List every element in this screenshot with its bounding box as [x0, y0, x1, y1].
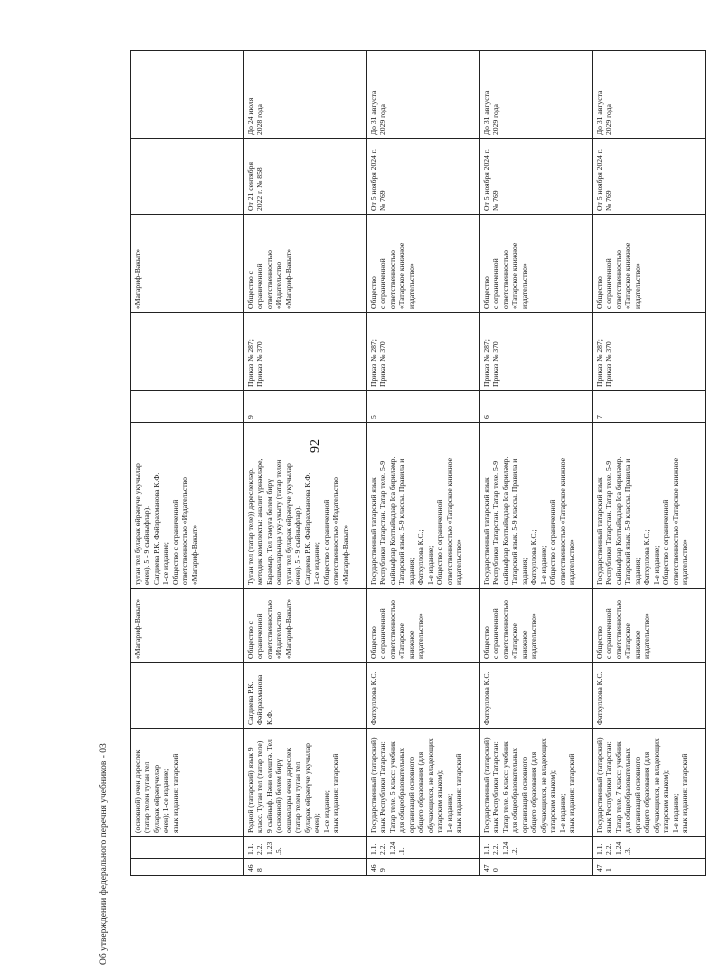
- cell-line: (основной) белем бирү: [274, 758, 284, 833]
- cell-line: организаций основного: [519, 756, 529, 833]
- cell-line: ответственностью «Татарское книжное: [670, 458, 680, 585]
- cell-line: «Магариф-Вакыт»: [133, 248, 142, 309]
- cell-line: Общество с ограниченной: [321, 499, 331, 585]
- page-number: 92: [308, 439, 323, 453]
- cell-line: задания;: [406, 557, 416, 585]
- cell-line: 1-е издание;: [670, 793, 680, 833]
- cell-line: Родной (татарский) язык 9: [246, 747, 255, 833]
- cell-line: «Издательство: [274, 261, 284, 309]
- cell-line: Государственный татарский язык: [482, 477, 491, 585]
- code-cell: 1.1.2.2.1.24.1.: [367, 837, 480, 859]
- cell-line: для общеобразовательных: [623, 747, 633, 833]
- cell-line: өчен). 5 - 9 сыйныфлар).: [142, 505, 152, 585]
- cell-line: татарским языком);: [661, 770, 671, 833]
- cell-line: общего образования (для: [642, 751, 652, 833]
- author-cell: [244, 663, 367, 729]
- cell-line: издательство»: [454, 539, 464, 585]
- order-cell: 6: [480, 391, 593, 423]
- table-row: [244, 51, 367, 876]
- order-cell: 5: [367, 391, 480, 423]
- cell-line: язык издания: татарский: [331, 753, 341, 833]
- cell-line: 1-е издание;: [538, 545, 548, 585]
- publisher-cell: [480, 589, 593, 663]
- cell-line: № 769: [604, 190, 614, 211]
- until-cell: [367, 51, 480, 139]
- cell-line: для общеобразовательных: [510, 747, 520, 833]
- title-cell: [593, 729, 706, 837]
- cell-line: Фатхуллова К.С.;: [529, 529, 539, 585]
- title-cell: [244, 729, 367, 837]
- cell-line: ответственностью «Издательство: [331, 477, 341, 585]
- publisher2-cell: [131, 215, 244, 313]
- publisher-cell: [367, 589, 480, 663]
- cell-line: Государственный (татарский): [369, 737, 378, 833]
- cell-line: ответственностью: [387, 250, 397, 309]
- row-number-cell: [131, 859, 244, 876]
- cell-line: издательство»: [519, 263, 529, 309]
- cell-line: издательство»: [567, 539, 577, 585]
- cell-line: (татар телен туган тел: [142, 761, 152, 833]
- complex-description-cell: [367, 423, 480, 589]
- cell-line: Барамыр. Тел тәмуға белем бирү: [264, 478, 274, 585]
- cell-line: для общеобразовательных: [397, 747, 407, 833]
- cell-line: ограниченной: [255, 613, 265, 659]
- cell-line: ответственностью: [613, 250, 623, 309]
- page-footer: Об утверждении федерального перечня учебников - 03: [99, 743, 109, 965]
- cell-line: ответственностью: [500, 600, 510, 659]
- cell-line: ответственностью «Татарское книжное: [557, 458, 567, 585]
- cell-line: Татар теле. 5 класс: учебник: [387, 741, 397, 833]
- code-cell: [131, 837, 244, 859]
- cell-line: 2028 года: [255, 104, 265, 135]
- cell-line: Общество с ограниченной: [170, 499, 180, 585]
- cell-line: 2029 года: [378, 104, 388, 135]
- cell-line: 9 сыйныф. Нәни өлештә. Тел: [264, 739, 274, 833]
- cell-line: оешмаларында уку-укыту (татар телен: [274, 459, 284, 585]
- cell-line: язык издания: татарский: [454, 753, 464, 833]
- cell-line: Приказ № 370: [378, 341, 388, 387]
- cell-line: Приказ № 287;: [246, 339, 255, 387]
- author-cell: [367, 663, 480, 729]
- cell-line: 1-се издание;: [321, 790, 331, 833]
- cell-line: Сагдиева Р.К.: [246, 681, 255, 725]
- cell-line: Общество: [595, 276, 604, 309]
- cell-line: сыйныфлар Колтыйкдзар Іса бириләмр.: [500, 456, 510, 585]
- cell-line: язык Республики Татарстан:: [378, 741, 388, 833]
- cell-line: с ограниченной: [604, 608, 614, 659]
- cell-line: с ограниченной: [378, 608, 388, 659]
- author-cell: [593, 663, 706, 729]
- cell-line: с ограниченной: [604, 258, 614, 309]
- cell-line: Татарский язык. 5-9 классы. Правила и: [397, 458, 407, 585]
- date-cell: [593, 139, 706, 215]
- cell-line: Республики Татарстан. Татар теле. 5-9: [378, 460, 388, 585]
- cell-line: № 769: [491, 190, 501, 211]
- orders-cell: [244, 313, 367, 391]
- row-number-cell: 469: [367, 859, 480, 876]
- cell-line: К.Ф.: [264, 710, 274, 725]
- cell-line: «Татарское книжное: [510, 242, 520, 309]
- cell-line: Государственный татарский язык: [595, 477, 604, 585]
- cell-line: класс. Туган тел (татар теле): [255, 740, 265, 833]
- table-body: [131, 51, 706, 876]
- cell-line: издательство»: [416, 613, 426, 659]
- cell-line: Общество с ограниченной: [548, 499, 558, 585]
- cell-line: общего образования (для: [416, 751, 426, 833]
- row-number-cell: 468: [244, 859, 367, 876]
- order-cell: [131, 391, 244, 423]
- cell-line: с ограниченной: [491, 258, 501, 309]
- table-row: [367, 51, 480, 876]
- complex-description-cell: [244, 423, 367, 589]
- cell-line: язык Республики Татарстан:: [604, 741, 614, 833]
- cell-line: «Магариф-Вакыт»: [189, 524, 199, 585]
- code-cell: 1.1.2.2.1.24.3.: [593, 837, 706, 859]
- title-cell: [480, 729, 593, 837]
- cell-line: 1-е издание;: [651, 545, 661, 585]
- cell-line: язык издания: татарский: [567, 753, 577, 833]
- cell-line: ответственностью «Татарское книжное: [444, 458, 454, 585]
- cell-line: Общество: [369, 626, 378, 659]
- cell-line: (татар телен туган тел: [293, 761, 303, 833]
- publisher-cell: [593, 589, 706, 663]
- publisher2-cell: [593, 215, 706, 313]
- until-cell: [593, 51, 706, 139]
- cell-line: До 31 августа: [482, 90, 491, 135]
- orders-cell: [480, 313, 593, 391]
- cell-line: От 5 ноября 2024 г.: [482, 149, 491, 211]
- cell-line: Приказ № 287;: [369, 339, 378, 387]
- cell-line: 1-е издание;: [557, 793, 567, 833]
- orders-cell: [593, 313, 706, 391]
- cell-line: Общество с ограниченной: [661, 499, 671, 585]
- cell-line: задания;: [519, 557, 529, 585]
- cell-line: буларак өйрәнүче укучылар: [302, 743, 312, 833]
- orders-cell: [367, 313, 480, 391]
- cell-line: Фатхуллова К.С.;: [642, 529, 652, 585]
- cell-line: (основной) очен дэреслек: [133, 749, 142, 833]
- cell-line: язык издания: татарский: [680, 753, 690, 833]
- cell-line: № 769: [378, 190, 388, 211]
- cell-line: книжное: [519, 630, 529, 659]
- cell-line: Приказ № 287;: [482, 339, 491, 387]
- cell-line: 2022 г. № 858: [255, 167, 265, 211]
- cell-line: Фатхуллова К.С.;: [416, 529, 426, 585]
- cell-line: туган тел буларак өйрәнүче укучылар: [283, 463, 293, 585]
- cell-line: буларак өйрәнүчеләр: [151, 765, 161, 833]
- cell-line: книжное: [406, 630, 416, 659]
- cell-line: Общество с ограниченной: [435, 499, 445, 585]
- row-number-cell: 470: [480, 859, 593, 876]
- cell-line: Общество: [482, 626, 491, 659]
- cell-line: До 31 августа: [369, 90, 378, 135]
- cell-line: татарским языком);: [435, 770, 445, 833]
- cell-line: Татар теле. 6 класс: учебник: [500, 741, 510, 833]
- row-number-cell: 471: [593, 859, 706, 876]
- cell-line: 2029 года: [491, 104, 501, 135]
- cell-line: оешмалары өчен дәреслек: [283, 747, 293, 833]
- cell-line: ответственностью: [387, 600, 397, 659]
- cell-line: туган тел буларак өйрәнүче укучылар: [133, 463, 142, 585]
- cell-line: 1-е издание;: [425, 545, 435, 585]
- cell-line: язык Республики Татарстан:: [491, 741, 501, 833]
- cell-line: Республики Татарстан. Татар теле. 5-9: [491, 460, 501, 585]
- cell-line: ограниченной: [255, 263, 265, 309]
- cell-line: «Татарское: [510, 623, 520, 659]
- cell-line: «Татарское книжное: [623, 242, 633, 309]
- cell-line: Татарский язык. 5-9 классы. Правила и: [510, 458, 520, 585]
- order-cell: 7: [593, 391, 706, 423]
- author-cell: [131, 663, 244, 729]
- cell-line: До 24 июля: [246, 97, 255, 135]
- publisher2-cell: [367, 215, 480, 313]
- cell-line: «Магариф-Вакыт»: [283, 248, 293, 309]
- cell-line: с ограниченной: [378, 258, 388, 309]
- until-cell: [244, 51, 367, 139]
- cell-line: организаций основного: [632, 756, 642, 833]
- title-cell: [367, 729, 480, 837]
- order-cell: 9: [244, 391, 367, 423]
- until-cell: [480, 51, 593, 139]
- cell-line: Сагдиева Р.К. Фәйзрахманова К.Ф.: [302, 472, 312, 585]
- cell-line: с ограниченной: [491, 608, 501, 659]
- publisher2-cell: [480, 215, 593, 313]
- cell-line: «Татарское: [397, 623, 407, 659]
- cell-line: издательство»: [642, 613, 652, 659]
- date-cell: [131, 139, 244, 215]
- cell-line: издательство»: [632, 263, 642, 309]
- code-cell: 1.1.2.2.1.23.5.: [244, 837, 367, 859]
- date-cell: [480, 139, 593, 215]
- cell-line: «Татарское: [623, 623, 633, 659]
- cell-line: Приказ № 370: [604, 341, 614, 387]
- cell-line: ответственностью: [264, 600, 274, 659]
- cell-line: «Магариф-Вакыт»: [283, 598, 293, 659]
- cell-line: общего образования (для: [529, 751, 539, 833]
- cell-line: методик комплекты: аналит үрнәкләре,: [255, 458, 265, 585]
- author-cell: [480, 663, 593, 729]
- table-row: [480, 51, 593, 876]
- cell-line: өчен); 1-се издание;: [161, 768, 171, 833]
- cell-line: книжное: [632, 630, 642, 659]
- cell-line: задания;: [632, 557, 642, 585]
- cell-line: Общество: [595, 626, 604, 659]
- cell-line: Государственный татарский язык: [369, 477, 378, 585]
- cell-line: Приказ № 370: [491, 341, 501, 387]
- cell-line: ответственностью: [264, 250, 274, 309]
- cell-line: Государственный (татарский): [595, 737, 604, 833]
- cell-line: издательство»: [406, 263, 416, 309]
- title-cell: [131, 729, 244, 837]
- date-cell: [367, 139, 480, 215]
- textbook-table-rotated: [130, 51, 690, 876]
- cell-line: 1-се издание;: [312, 542, 322, 585]
- cell-line: Приказ № 370: [255, 341, 265, 387]
- cell-line: «Магариф-Вакыт»: [340, 524, 350, 585]
- until-cell: [131, 51, 244, 139]
- cell-line: сыйныфлар Колтыйкдзар Іса бириләмр.: [387, 456, 397, 585]
- textbook-table: [130, 50, 706, 876]
- cell-line: Фатхуллова К.С.: [482, 671, 491, 725]
- cell-line: Фатхуллова К.С.: [369, 671, 378, 725]
- cell-line: Приказ № 287;: [595, 339, 604, 387]
- cell-line: обучающихся, не владеющих: [538, 738, 548, 833]
- cell-line: Фатхуллова К.С.: [595, 671, 604, 725]
- cell-line: 1-се издание;: [161, 542, 171, 585]
- cell-line: ответственностью «Издательство: [180, 477, 190, 585]
- cell-line: обучающихся, не владеющих: [651, 738, 661, 833]
- cell-line: До 31 августа: [595, 90, 604, 135]
- cell-line: Татарский язык. 5-9 классы. Правила и: [623, 458, 633, 585]
- cell-line: Сагдиева Р.К. Фәйзрахманова К.Ф.: [151, 472, 161, 585]
- cell-line: татарским языком);: [548, 770, 558, 833]
- publisher-cell: [131, 589, 244, 663]
- cell-line: 1-е издание;: [444, 793, 454, 833]
- cell-line: Общество с: [246, 620, 255, 659]
- date-cell: [244, 139, 367, 215]
- cell-line: издательство»: [680, 539, 690, 585]
- cell-line: өчен). 5 - 9 сыйныфлар).: [293, 505, 303, 585]
- cell-line: Общество: [482, 276, 491, 309]
- publisher-cell: [244, 589, 367, 663]
- cell-line: Республики Татарстан. Татар теле. 5-9: [604, 460, 614, 585]
- cell-line: Общество с: [246, 270, 255, 309]
- cell-line: «Татарское книжное: [397, 242, 407, 309]
- cell-line: Государственный (татарский): [482, 737, 491, 833]
- cell-line: 2029 года: [604, 104, 614, 135]
- cell-line: От 5 ноября 2024 г.: [369, 149, 378, 211]
- cell-line: организаций основного: [406, 756, 416, 833]
- table-row: [593, 51, 706, 876]
- cell-line: «Издательство: [274, 611, 284, 659]
- cell-line: «Магариф-Вакыт»: [133, 598, 142, 659]
- cell-line: язык издания: татарский: [170, 753, 180, 833]
- complex-description-cell: [131, 423, 244, 589]
- orders-cell: [131, 313, 244, 391]
- complex-description-cell: [593, 423, 706, 589]
- cell-line: От 21 сентября: [246, 162, 255, 211]
- complex-description-cell: [480, 423, 593, 589]
- cell-line: ответственностью: [613, 600, 623, 659]
- cell-line: Общество: [369, 276, 378, 309]
- publisher2-cell: [244, 215, 367, 313]
- cell-line: издательство»: [529, 613, 539, 659]
- cell-line: ответственностью: [500, 250, 510, 309]
- cell-line: Фәйзрахманова: [255, 674, 265, 725]
- cell-line: От 5 ноября 2024 г.: [595, 149, 604, 211]
- cell-line: обучающихся, не владеющих: [425, 738, 435, 833]
- cell-line: өчен);: [312, 813, 322, 833]
- cell-line: сыйныфлар Колтыйкдзар Іса бириләмр.: [613, 456, 623, 585]
- cell-line: Татар теле. 7 класс: учебник: [613, 741, 623, 833]
- cell-line: Туган тел (татар теле)) дәреслекләр.: [246, 468, 255, 585]
- code-cell: 1.1.2.2.1.24.2.: [480, 837, 593, 859]
- table-row: [131, 51, 244, 876]
